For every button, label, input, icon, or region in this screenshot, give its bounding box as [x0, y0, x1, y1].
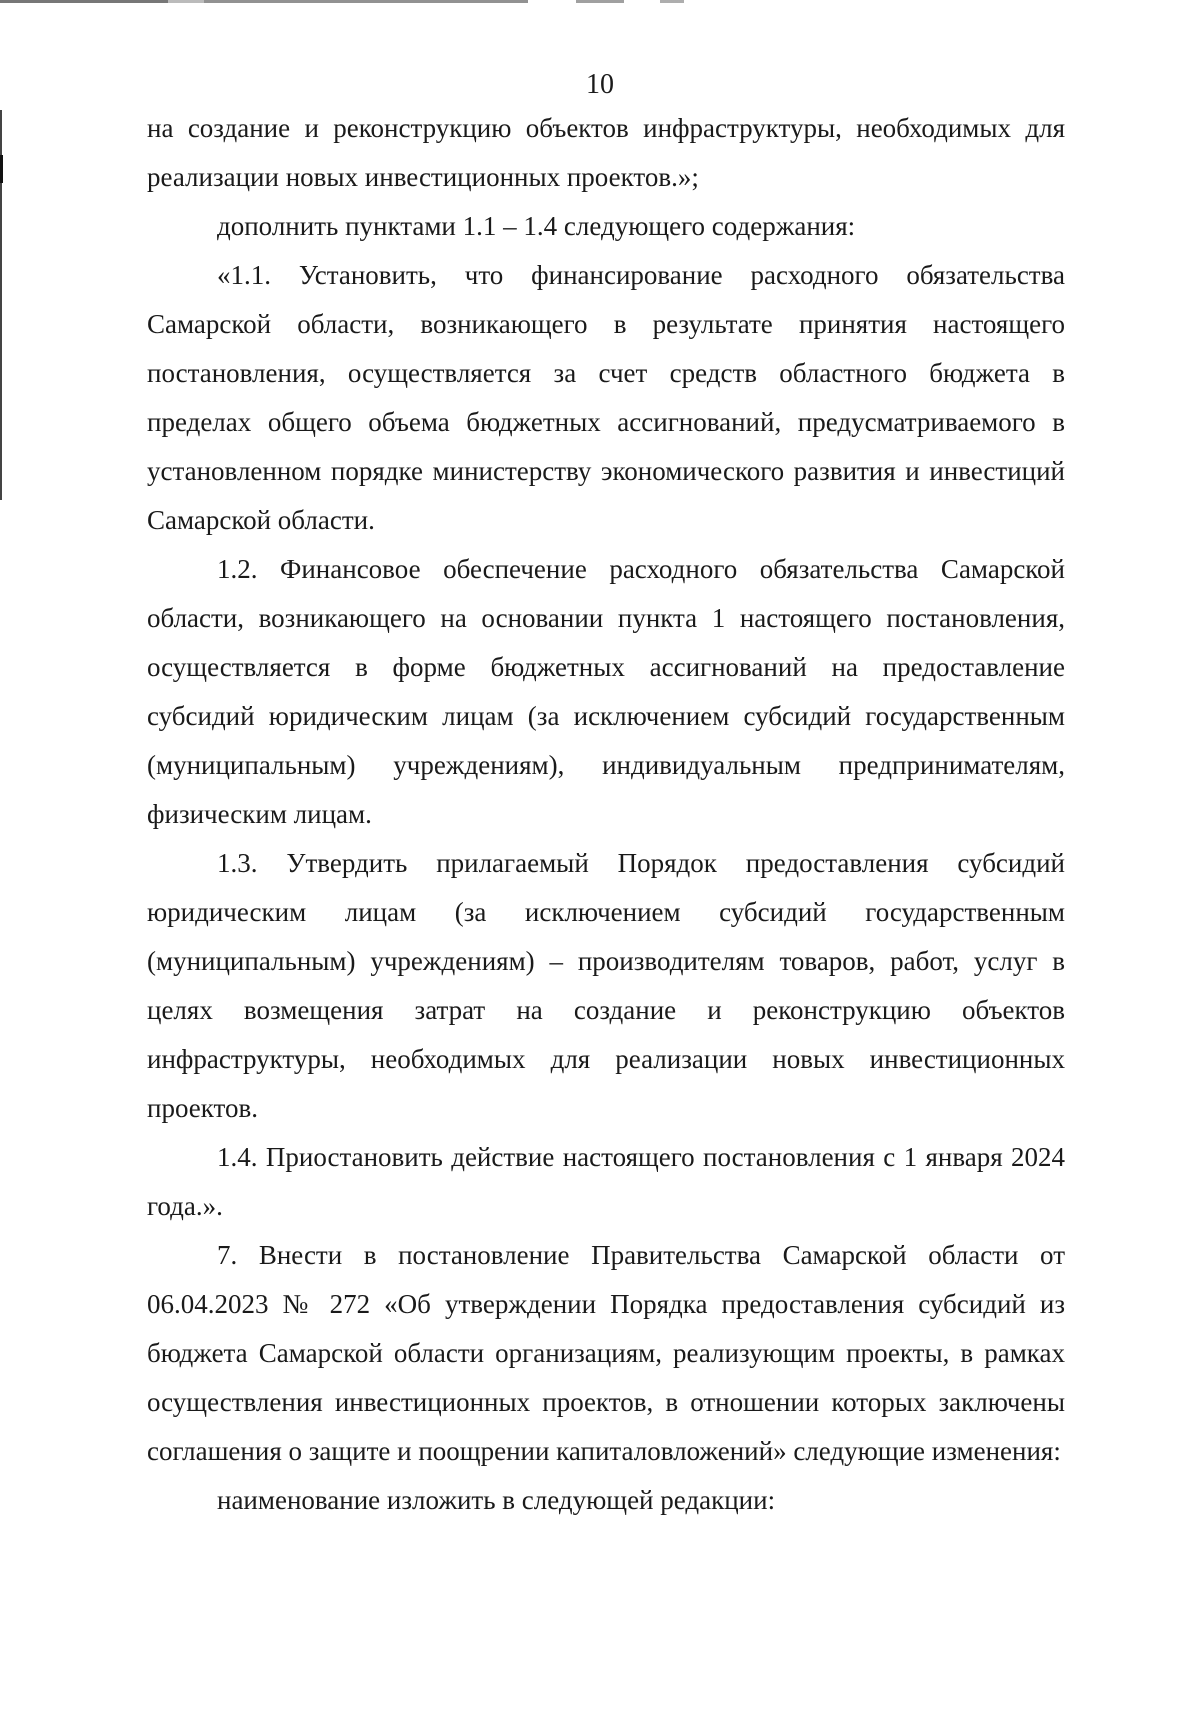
paragraph-item-7: 7. Внести в постановление Правительства Самарской области от 06.04.2023 № 272 «Об утверждении Порядка предоставления субсидий из бюджета Самарской области организациям, реализующим проекты, в рамках осуществления инвестиционных проектов, в отношении которых заключены соглашения о защите и поощрении капиталовложений» следующие изменения:	[147, 1240, 1065, 1466]
page-number: 10	[586, 69, 614, 100]
paragraph-1-3: 1.3. Утвердить прилагаемый Порядок предоставления субсидий юридическим лицам (за исключением субсидий государственным (муниципальным) учреждениям) – производителям товаров, работ, услуг в целях возмещения затрат на создание и реконструкцию объектов инфраструктуры, необходимых для реализации новых инвестиционных проектов.	[147, 848, 1065, 1123]
scan-artifact-left-mark	[0, 155, 3, 183]
scan-artifact-top	[0, 0, 1200, 3]
paragraph-1-4: 1.4. Приостановить действие настоящего постановления с 1 января 2024 года.».	[147, 1142, 1065, 1221]
paragraph-title-change: наименование изложить в следующей редакции:	[217, 1485, 776, 1515]
paragraph-1-2: 1.2. Финансовое обеспечение расходного обязательства Самарской области, возникающего на основании пункта 1 настоящего постановления, осуществляется в форме бюджетных ассигнований на предоставление субсидий юридическим лицам (за исключением субсидий государственным (муниципальным) учреждениям), индивидуальным предпринимателям, физическим лицам.	[147, 554, 1065, 829]
paragraph-continuation: на создание и реконструкцию объектов инфраструктуры, необходимых для реализации новых инвестиционных проектов.»;	[147, 113, 1065, 192]
paragraph-supplement-intro: дополнить пунктами 1.1 – 1.4 следующего содержания:	[217, 211, 856, 241]
document-body	[147, 104, 1065, 1525]
paragraph-1-1: «1.1. Установить, что финансирование расходного обязательства Самарской области, возникающего в результате принятия настоящего постановления, осуществляется за счет средств областного бюджета в пределах общего объема бюджетных ассигнований, предусматриваемого в установленном порядке министерству экономического развития и инвестиций Самарской области.	[147, 260, 1065, 535]
